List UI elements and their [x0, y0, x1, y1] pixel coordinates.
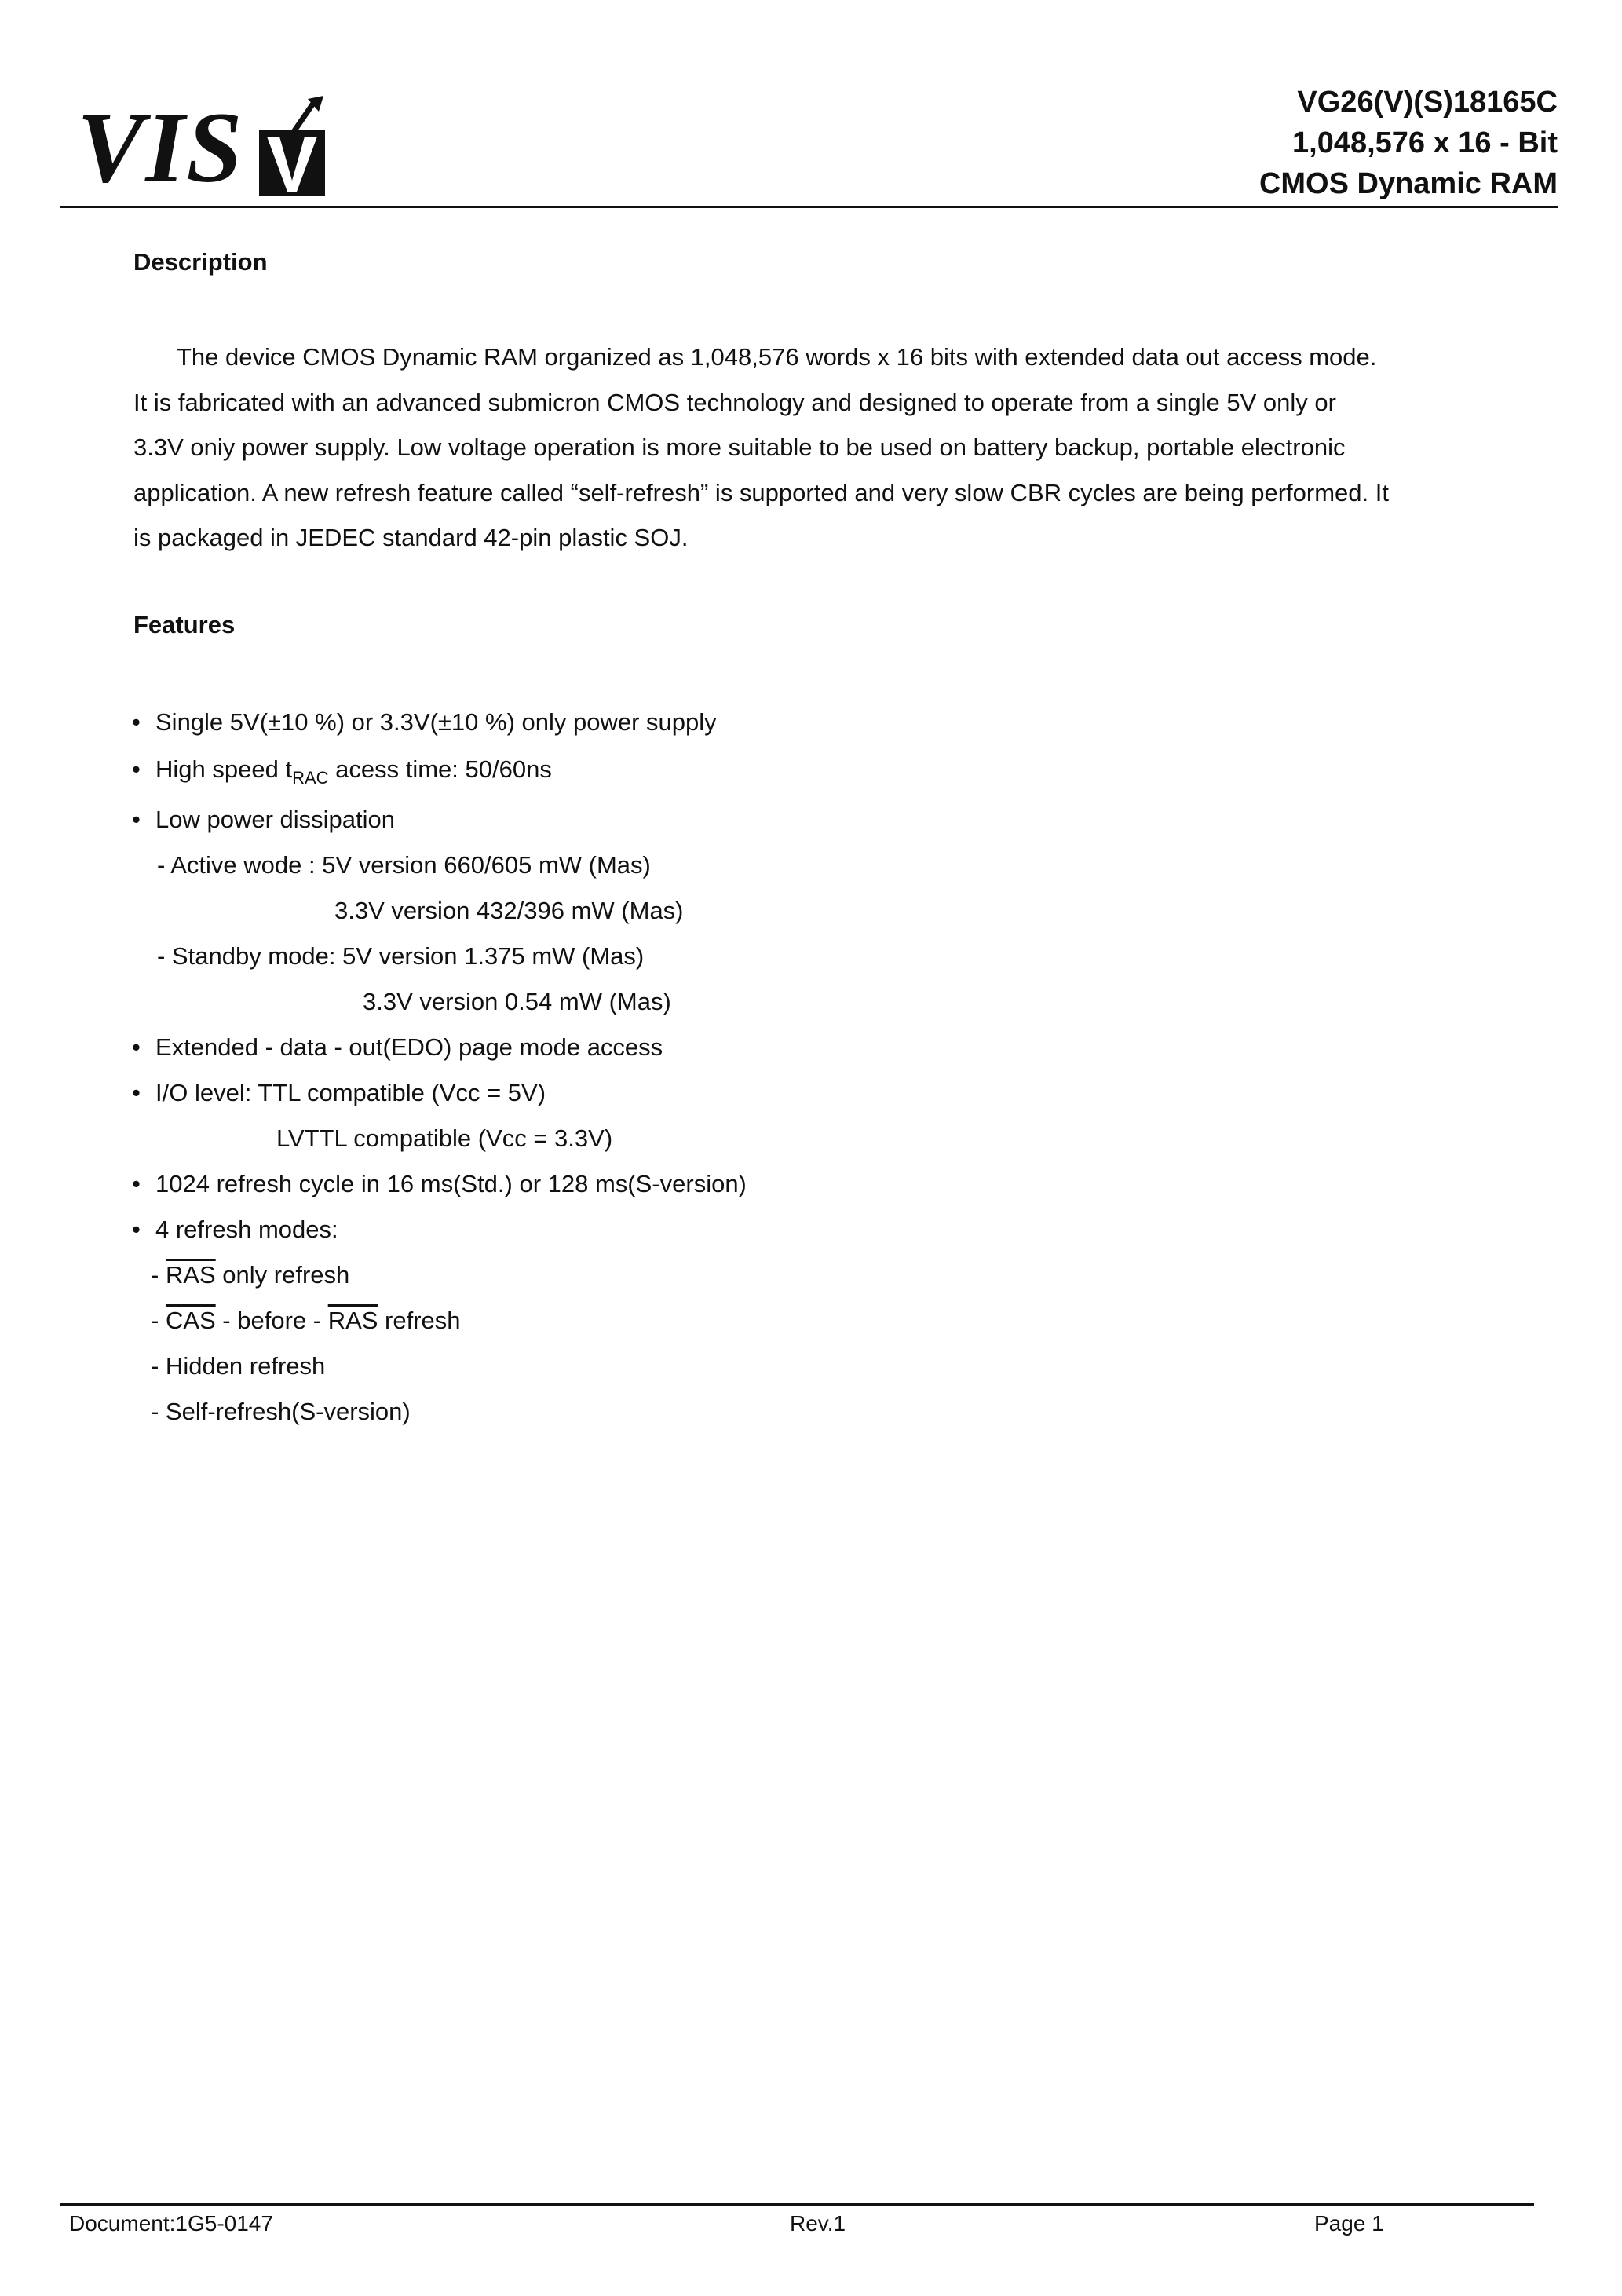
feature-refresh-cycle: • 1024 refresh cycle in 16 ms(Std.) or 128 ms(S-version) [132, 1168, 747, 1200]
active-mode-3v3: 3.3V version 432/396 mW (Mas) [334, 897, 684, 924]
bullet: • [132, 708, 141, 736]
active-mode-5v: - Active wode : 5V version 660/605 mW (Mas) [157, 851, 651, 879]
cas-signal: $\overline{CAS}$ [165, 1307, 216, 1334]
description-paragraph: The device CMOS Dynamic RAM organized as 1,048,576 words x 16 bits with extended data out access mode. It is fabricated with an advanced submicron CMOS technology and designed to operate from a single 5V only or 3.3V oniy power supply. Low voltage operation is more suitable to be used on battery backup, portable electronic application. A new refresh feature called “self-refresh” is supported and very slow CBR cycles are being performed. It is packaged in JEDEC standard 42-pin plastic SOJ. [133, 343, 1389, 551]
trac-subscript: RAC [292, 768, 329, 788]
feature-low-power: • Low power dissipation [132, 804, 395, 835]
footer-divider [60, 2203, 1534, 2206]
refresh-mode-cbr: - $\overline{CAS}$ - before - $\overline{RAS}$ refresh [151, 1307, 461, 1334]
standby-mode-5v: - Standby mode: 5V version 1.375 mW (Mas) [157, 942, 645, 970]
feature-io-level: • I/O level: TTL compatible (Vcc = 5V) [132, 1077, 546, 1109]
header-divider [60, 206, 1558, 208]
bullet: • [132, 755, 141, 783]
refresh-mode-hidden: - Hidden refresh [151, 1352, 326, 1380]
standby-mode-3v3: 3.3V version 0.54 mW (Mas) [363, 988, 671, 1015]
description-heading: Description [133, 248, 268, 276]
logo-v-emblem-icon [256, 96, 330, 199]
company-logo [77, 93, 328, 203]
ras-signal: $\overline{RAS}$ [165, 1261, 216, 1289]
bullet: • [132, 806, 141, 833]
logo-text: VIS [77, 92, 244, 203]
bullet: • [132, 1079, 141, 1106]
bullet: • [132, 1216, 141, 1243]
device-type: CMOS Dynamic RAM [1259, 167, 1558, 200]
part-number: VG26(V)(S)18165C [1297, 86, 1558, 119]
document-title-block [1259, 82, 1558, 204]
feature-access-time: • High speed $t_{RAC}$ acess time: 50/60ns [132, 755, 552, 788]
io-level-lvttl: LVTTL compatible (Vcc = 3.3V) [276, 1124, 613, 1152]
footer-page-number: Page 1 [1314, 2211, 1384, 2236]
organization: 1,048,576 x 16 - Bit [1292, 126, 1558, 159]
feature-edo: • Extended - data - out(EDO) page mode access [132, 1032, 663, 1063]
footer-document-number: Document:1G5-0147 [69, 2211, 273, 2236]
bullet: • [132, 1170, 141, 1197]
feature-refresh-modes: • 4 refresh modes: [132, 1214, 338, 1245]
footer-revision: Rev.1 [790, 2211, 846, 2236]
feature-power-supply: • Single 5V(±10 %) or 3.3V(±10 %) only power supply [132, 707, 717, 738]
refresh-mode-ras-only: - $\overline{RAS}$ only refresh [151, 1261, 350, 1289]
bullet: • [132, 1033, 141, 1061]
ras-signal: $\overline{RAS}$ [327, 1307, 378, 1334]
refresh-mode-self: - Self-refresh(S-version) [151, 1398, 411, 1425]
features-heading: Features [133, 611, 236, 638]
